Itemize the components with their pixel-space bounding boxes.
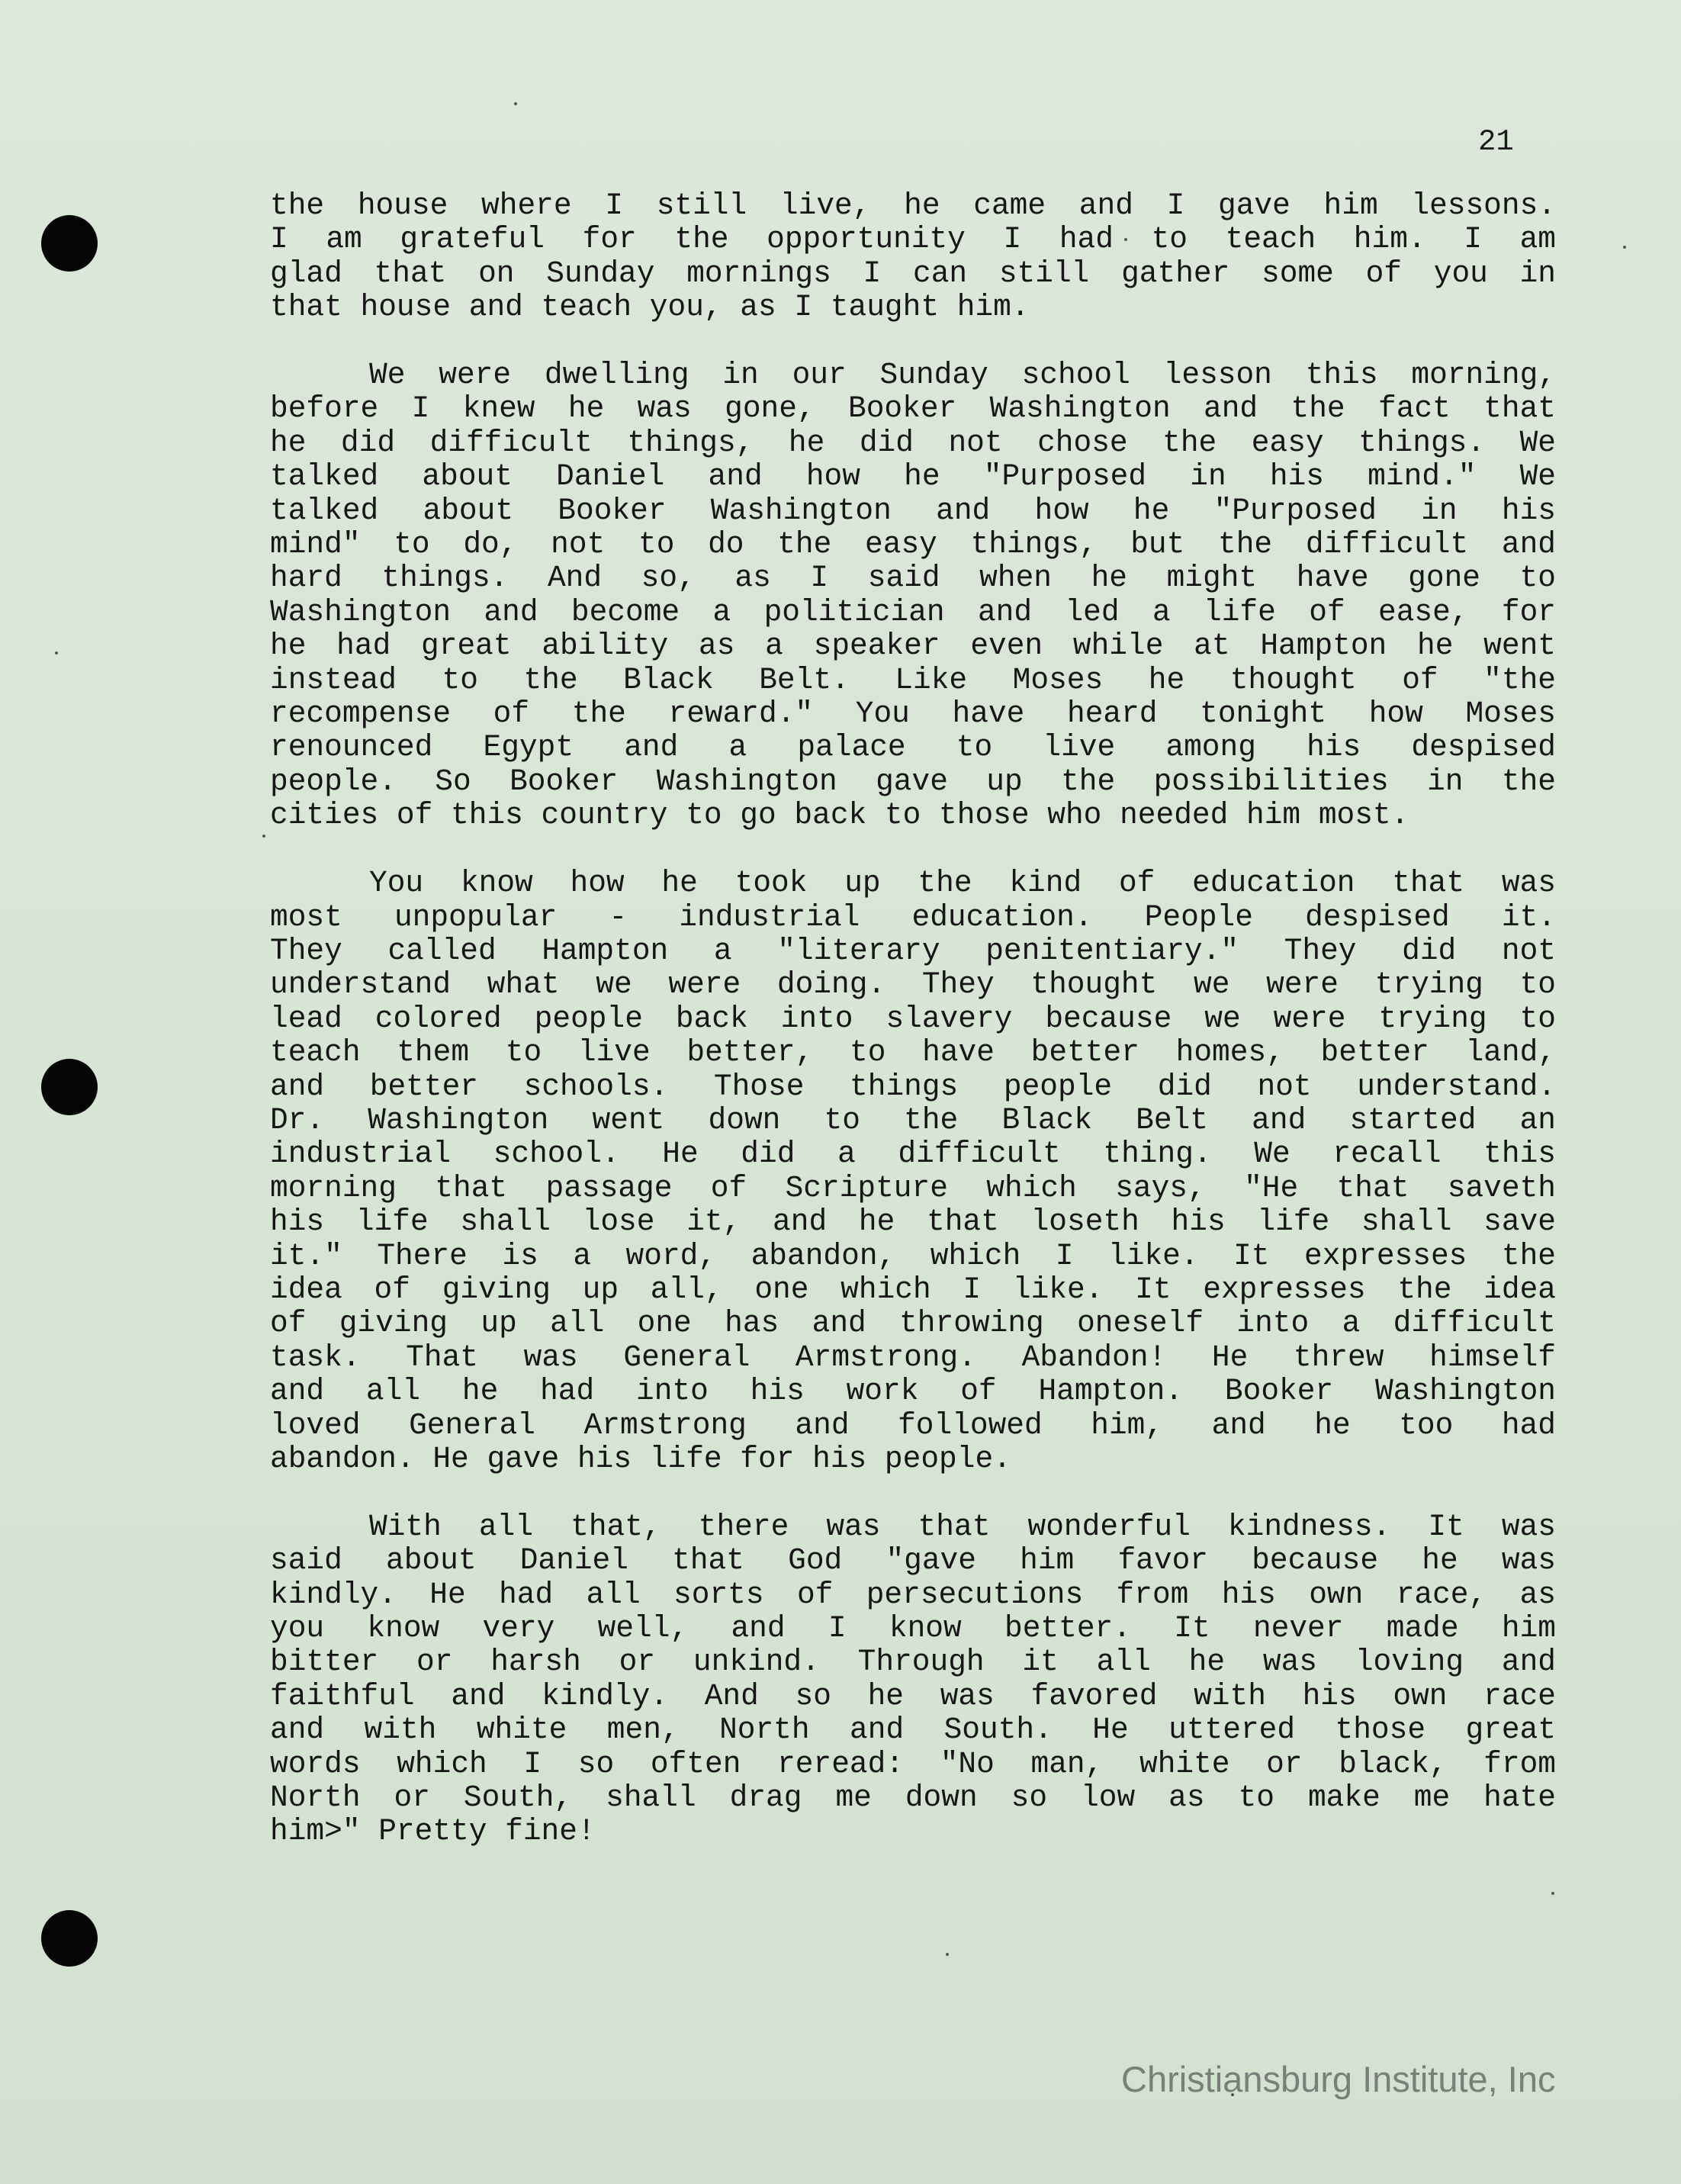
text-line: teach them to live better, to have better homes, better land,	[270, 1035, 1556, 1070]
text-line: that house and teach you, as I taught him.	[270, 290, 1030, 325]
text-line: and all he had into his work of Hampton. Booker Washington	[270, 1374, 1556, 1409]
text-line: recompense of the reward." You have heard tonight how Moses	[270, 696, 1556, 732]
binder-hole-top	[41, 215, 98, 272]
text-line: cities of this country to go back to those who needed him most.	[270, 798, 1409, 833]
binder-hole-bottom	[41, 1910, 98, 1967]
text-line: him>" Pretty fine!	[270, 1814, 596, 1849]
text-line: morning that passage of Scripture which says, "He that saveth	[270, 1170, 1556, 1205]
text-line: bitter or harsh or unkind. Through it all he was loving and	[270, 1645, 1556, 1680]
text-line: loved General Armstrong and followed him, and he too had	[270, 1407, 1556, 1443]
text-line: it." There is a word, abandon, which I like. It expresses the	[270, 1238, 1556, 1273]
archive-watermark: Christiansburg Institute, Inc	[1121, 2059, 1556, 2099]
text-line: glad that on Sunday mornings I can still gather some of you in	[270, 256, 1556, 291]
text-line: talked about Daniel and how he "Purposed in his mind." We	[270, 459, 1556, 494]
text-line: task. That was General Armstrong. Abandon! He threw himself	[270, 1340, 1556, 1375]
text-line: and better schools. Those things people did not understand.	[270, 1069, 1556, 1104]
text-line: he did difficult things, he did not chose the easy things. We	[270, 425, 1556, 460]
text-line: people. So Booker Washington gave up the possibilities in the	[270, 764, 1556, 799]
text-line: idea of giving up all, one which I like. It expresses the idea	[270, 1272, 1556, 1307]
text-line: talked about Booker Washington and how he "Purposed in his	[270, 493, 1556, 528]
text-line: words which I so often reread: "No man, white or black, from	[270, 1746, 1556, 1781]
text-line: of giving up all one has and throwing oneself into a difficult	[270, 1306, 1556, 1341]
text-line: you know very well, and I know better. It never made him	[270, 1611, 1556, 1646]
text-line: With all that, there was that wonderful kindness. It was	[369, 1509, 1556, 1544]
text-line: abandon. He gave his life for his people.	[270, 1442, 1011, 1476]
text-line: I am grateful for the opportunity I had to teach him. I am	[270, 222, 1556, 257]
text-line: hard things. And so, as I said when he might have gone to	[270, 561, 1556, 596]
paragraph-3	[270, 867, 1556, 1476]
text-line: kindly. He had all sorts of persecutions from his own race, as	[270, 1577, 1556, 1612]
text-line: instead to the Black Belt. Like Moses he thought of "the	[270, 662, 1556, 697]
text-line: Washington and become a politician and led a life of ease, for	[270, 594, 1556, 629]
text-line: Dr. Washington went down to the Black Belt and started an	[270, 1102, 1556, 1137]
paragraph-2	[270, 359, 1556, 833]
text-line: before I knew he was gone, Booker Washington and the fact that	[270, 391, 1556, 426]
text-line: lead colored people back into slavery because we were trying to	[270, 1001, 1556, 1036]
body-text	[270, 189, 1556, 1883]
binder-hole-middle	[41, 1059, 98, 1115]
text-line: renounced Egypt and a palace to live among his despised	[270, 730, 1556, 765]
paragraph-1	[270, 189, 1556, 325]
text-line: mind" to do, not to do the easy things, but the difficult and	[270, 527, 1556, 562]
text-line: his life shall lose it, and he that loseth his life shall save	[270, 1205, 1556, 1240]
text-line: North or South, shall drag me down so low as to make me hate	[270, 1780, 1556, 1816]
text-line: faithful and kindly. And so he was favored with his own race	[270, 1678, 1556, 1713]
text-line: industrial school. He did a difficult thing. We recall this	[270, 1137, 1556, 1172]
text-line: the house where I still live, he came and I gave him lessons.	[270, 188, 1556, 223]
text-line: They called Hampton a "literary penitentiary." They did not	[270, 933, 1556, 968]
text-line: understand what we were doing. They thought we were trying to	[270, 967, 1556, 1002]
text-line: You know how he took up the kind of education that was	[369, 866, 1556, 901]
text-line: and with white men, North and South. He uttered those great	[270, 1713, 1556, 1748]
text-line: said about Daniel that God "gave him favor because he was	[270, 1543, 1556, 1578]
text-line: We were dwelling in our Sunday school lesson this morning,	[369, 358, 1556, 393]
text-line: most unpopular - industrial education. People despised it.	[270, 899, 1556, 934]
paragraph-4	[270, 1510, 1556, 1849]
page-number: 21	[1478, 125, 1514, 159]
text-line: he had great ability as a speaker even while at Hampton he went	[270, 629, 1556, 664]
